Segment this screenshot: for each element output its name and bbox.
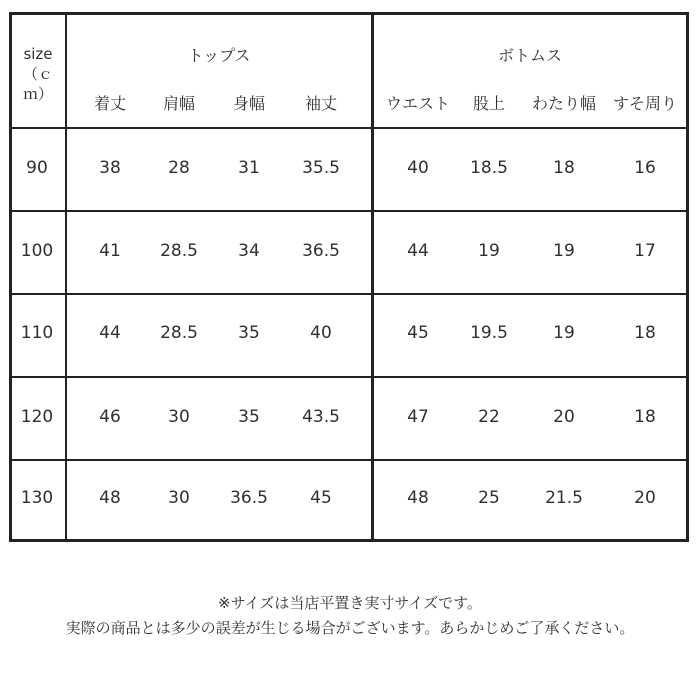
size-note: ※サイズは当店平置き実寸サイズです。 — [218, 594, 482, 612]
table-cell: 40 — [310, 323, 332, 343]
size-label-text: size — [23, 45, 53, 63]
table-cell: 35.5 — [302, 158, 340, 178]
table-cell: 17 — [634, 241, 656, 261]
table-cell: 47 — [407, 407, 429, 427]
table-cell: 18.5 — [470, 158, 508, 178]
table-cell: 46 — [99, 407, 121, 427]
table-cell: 44 — [99, 323, 121, 343]
table-cell: 35 — [238, 323, 260, 343]
column-header: 肩幅 — [162, 93, 195, 113]
size-unit-label — [14, 44, 62, 104]
table-cell: 45 — [310, 488, 332, 508]
table-cell: 16 — [634, 158, 656, 178]
table-divider — [12, 127, 686, 129]
table-cell: 21.5 — [545, 488, 583, 508]
unit-label-text: （ｃｍ） — [22, 65, 53, 103]
table-cell: 41 — [99, 241, 121, 261]
table-divider — [12, 293, 686, 295]
table-cell: 35 — [238, 407, 260, 427]
table-cell: 48 — [407, 488, 429, 508]
column-header: 着丈 — [93, 93, 126, 113]
table-cell: 36.5 — [230, 488, 268, 508]
table-cell: 43.5 — [302, 407, 340, 427]
table-cell: 30 — [168, 488, 190, 508]
disclaimer-note: 実際の商品とは多少の誤差が生じる場合がございます。あらかじめご了承ください。 — [65, 619, 635, 637]
column-header: すそ周り — [612, 93, 677, 113]
column-header: わたり幅 — [531, 93, 596, 113]
table-cell: 28.5 — [160, 241, 198, 261]
table-cell: 30 — [168, 407, 190, 427]
table-cell: 28.5 — [160, 323, 198, 343]
table-cell: 40 — [407, 158, 429, 178]
table-cell: 38 — [99, 158, 121, 178]
table-cell: 19 — [553, 323, 575, 343]
table-cell: 19 — [553, 241, 575, 261]
table-cell: 34 — [238, 241, 260, 261]
table-divider — [12, 376, 686, 378]
table-cell: 36.5 — [302, 241, 340, 261]
column-header: 股上 — [472, 93, 505, 113]
table-cell: 31 — [238, 158, 260, 178]
table-cell: 20 — [553, 407, 575, 427]
table-divider — [12, 210, 686, 212]
table-cell: 28 — [168, 158, 190, 178]
size-cell: 100 — [20, 241, 54, 261]
table-cell: 20 — [634, 488, 656, 508]
table-cell: 45 — [407, 323, 429, 343]
size-cell: 130 — [20, 488, 54, 508]
table-cell: 25 — [478, 488, 500, 508]
table-cell: 18 — [553, 158, 575, 178]
group-header-bottoms: ボトムス — [497, 45, 562, 65]
table-cell: 22 — [478, 407, 500, 427]
size-cell: 120 — [20, 407, 54, 427]
table-cell: 44 — [407, 241, 429, 261]
table-cell: 18 — [634, 323, 656, 343]
column-header: 身幅 — [232, 93, 265, 113]
table-cell: 19.5 — [470, 323, 508, 343]
table-cell: 18 — [634, 407, 656, 427]
size-cell: 90 — [26, 158, 48, 178]
size-cell: 110 — [20, 323, 54, 343]
table-divider — [12, 459, 686, 461]
column-header: 袖丈 — [304, 93, 337, 113]
table-cell: 48 — [99, 488, 121, 508]
group-header-tops: トップス — [187, 45, 251, 65]
table-cell: 19 — [478, 241, 500, 261]
column-header: ウエスト — [385, 93, 450, 113]
